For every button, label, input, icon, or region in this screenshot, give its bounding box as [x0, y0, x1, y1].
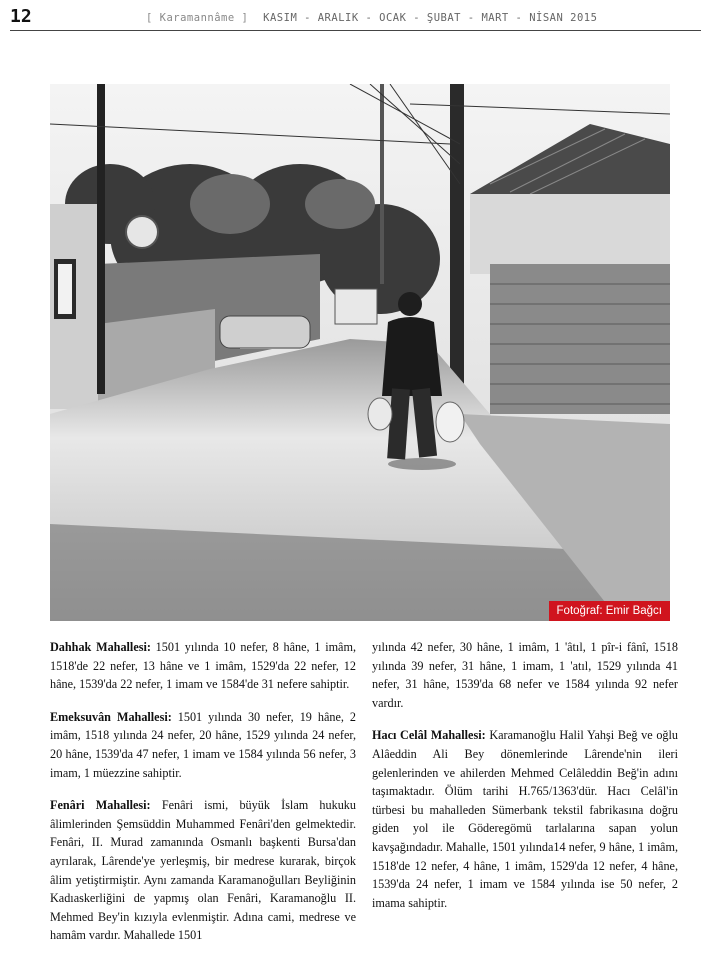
paragraph-text: 1501 yılında 30 nefer, 19 hâne, 2 imâm, 1518 yılında 24 nefer, 20 hâne, 1529 yılında 24 nefer, 20 hâne, 1539'da 47 nefer, 1 imam ve 1584 yılında 56 nefer, 3 imam, 1 müezzine sahiptir. — [50, 709, 356, 780]
article-column-right — [372, 638, 678, 926]
paragraph-text: 1501 yılında 10 nefer, 8 hâne, 1 imâm, 1518'de 22 nefer, 13 hâne ve 1 imâm, 1529'da 22 nefer, 12 hâne, 1539'da 22 nefer, 1 imam ve 1584'de 31 nefere sahiptir. — [50, 640, 356, 692]
paragraph-haci-celal — [372, 726, 678, 912]
page-header — [10, 6, 701, 31]
paragraph-dahhak — [50, 638, 356, 694]
page-number: 12 — [10, 6, 32, 27]
paragraph-heading: Hacı Celâl Mahallesi: — [372, 728, 486, 743]
photo-credit: Fotoğraf: Emir Bağcı — [549, 601, 670, 621]
paragraph-text: Karamanoğlu Halil Yahşi Beğ ve oğlu Alâeddin Ali Bey dönemlerinde Lârende'nin ileri gelenlerinden ve ahilerden Mehmed Celâleddin Beğ'in adını taşımaktadır. Ölüm tarihi H.765/1363'dür. Hacı Celâl'in türbesi bu mahalleden Sümerbank tekstil fabrikasına doğru giden yol ile Göderegömü tarlalarına sapan yolun kavşağındadır. Mahalle, 1501 yılında14 nefer, 9 hâne, 1 imâm, 1518'de 12 nefer, 4 hâne, 1 imâm, 1529'da 12 nefer, 4 hâne, 1539'da 24 nefer, 1 imam ve 1584 yılında ise 50 nefer, 2 imama sahiptir. — [372, 728, 678, 910]
magazine-name: [ Karamannâme ] — [146, 12, 249, 24]
paragraph-text: Fenâri ismi, büyük İslam hukuku âlimlerinden Şemsüddin Muhammed Fenâri'den gelmektedir. Fenâri, II. Murad zamanında Osmanlı başkenti Bursa'dan ayrılarak, Lârende'ye yerleşmiş, bir medrese kurarak, birçok âlim yetiştirmiştir. Aynı zamanda Karamanoğulları Beyliğinin Kadıaskerliğini de yapmış olan Fenâri, Karamanoğlu II. Mehmed Bey'in kızıyla evlenmiştir. Adına cami, medrese ve hamâm vardır. Mahallede 1501 — [50, 798, 356, 943]
street-photo — [50, 84, 670, 621]
paragraph-fenari — [50, 796, 356, 945]
paragraph-text: yılında 42 nefer, 30 hâne, 1 imâm, 1 'âtıl, 1 pîr-i fânî, 1518 yılında 39 nefer, 31 hâne, 1 imam, 1 'atıl, 1529 yılında 41 nefer, 31 hâne, 1539'da 68 nefer ve 1584 yılında 92 nefer vardır. — [372, 640, 678, 710]
paragraph-heading: Emeksuvân Mahallesi: — [50, 709, 172, 724]
paragraph-heading: Dahhak Mahallesi: — [50, 640, 151, 654]
issue-period: KASIM - ARALIK - OCAK - ŞUBAT - MART - NİSAN 2015 — [263, 12, 598, 24]
running-header — [146, 12, 597, 24]
paragraph-fenari-continued — [372, 638, 678, 712]
paragraph-heading: Fenâri Mahallesi: — [50, 798, 151, 813]
street-scene-illustration — [50, 84, 670, 621]
paragraph-emeksuvan — [50, 708, 356, 782]
article-column-left — [50, 638, 356, 959]
